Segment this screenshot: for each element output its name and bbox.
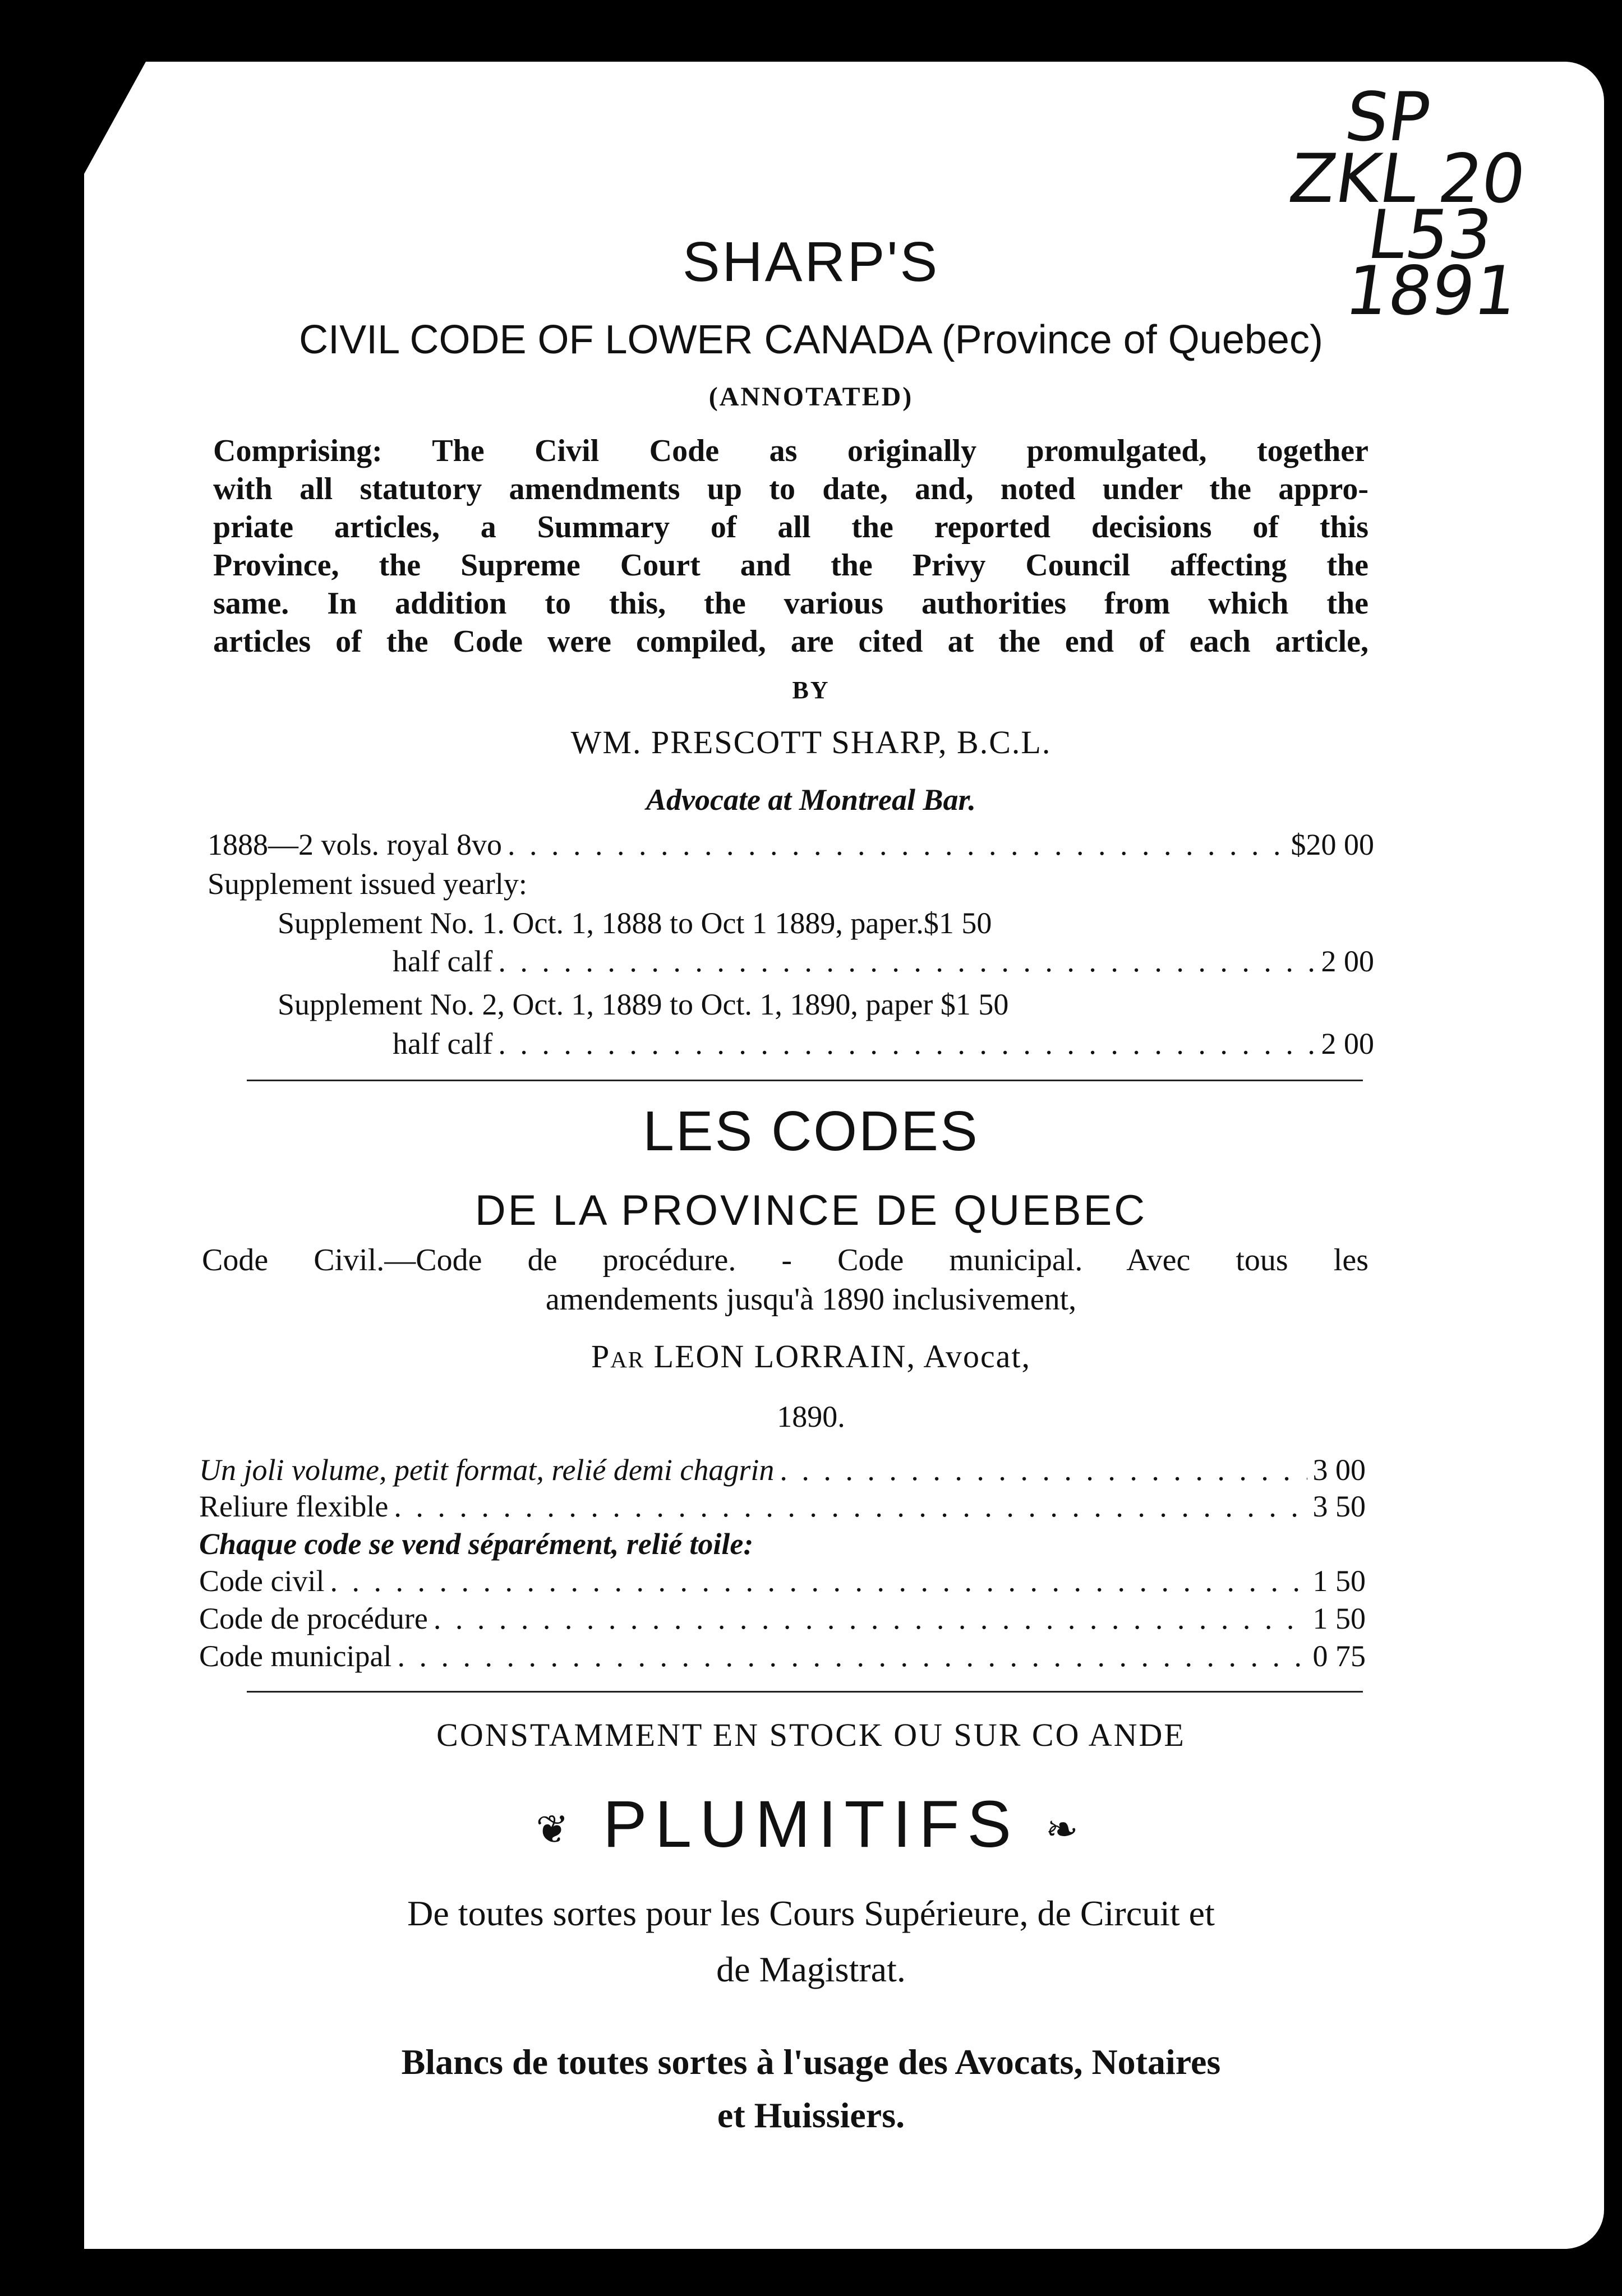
price-value: 0 75 xyxy=(1312,1639,1366,1673)
sharp-subtitle-paren: (Province of Quebec) xyxy=(941,317,1323,362)
price-label: half calf xyxy=(393,944,493,978)
supplement-2: Supplement No. 2, Oct. 1, 1889 to Oct. 1, 1890, paper $1 50 xyxy=(278,988,1009,1021)
sharp-author: WM. PRESCOTT SHARP, B.C.L. xyxy=(570,724,1052,760)
price-row-supp1-calf xyxy=(393,944,1374,979)
handwritten-note-3: L53 xyxy=(1363,196,1497,274)
stock-notice: CONSTAMMENT EN STOCK OU SUR CO ANDE xyxy=(436,1717,1186,1753)
leader-dots xyxy=(394,1489,1307,1524)
supplement-heading: Supplement issued yearly: xyxy=(208,867,527,901)
handwritten-note-2: ZKL 20 xyxy=(1284,140,1531,218)
price-value: 2 00 xyxy=(1321,1027,1374,1061)
leader-dots xyxy=(397,1639,1307,1673)
leader-dots xyxy=(498,1026,1315,1061)
handwritten-note-1: SP xyxy=(1340,79,1435,156)
author-par: Par xyxy=(591,1338,645,1375)
price-row-reliure xyxy=(199,1489,1366,1524)
plumitifs-title: PLUMITIFS xyxy=(602,1787,1020,1861)
price-row-volume xyxy=(199,1453,1366,1487)
sharp-subtitle xyxy=(0,317,1622,363)
price-value: 3 50 xyxy=(1312,1490,1366,1523)
sharp-author-title: Advocate at Montreal Bar. xyxy=(646,783,976,817)
leader-dots xyxy=(498,944,1315,979)
price-label: half calf xyxy=(393,1027,493,1061)
price-label: Code de procédure xyxy=(199,1602,428,1635)
description-line: Province, the Supreme Court and the Privy Council affecting the xyxy=(213,548,1368,583)
ornament-left-icon: ❦ xyxy=(536,1807,577,1851)
price-row-code-municipal xyxy=(199,1639,1366,1673)
description-line: with all statutory amendments up to date, and, noted under the appro- xyxy=(213,472,1368,506)
blancs-line1: Blancs de toutes sortes à l'usage des Avocats, Notaires xyxy=(401,2042,1221,2082)
leader-dots xyxy=(434,1601,1307,1636)
torn-corner xyxy=(84,62,146,174)
handwritten-note-4: 1891 xyxy=(1340,252,1523,330)
description-line: same. In addition to this, the various authorities from which the xyxy=(213,586,1368,621)
codes-subtitle: DE LA PROVINCE DE QUEBEC xyxy=(474,1187,1148,1234)
supplement-1: Supplement No. 1. Oct. 1, 1888 to Oct 1 1889, paper.$1 50 xyxy=(278,906,992,940)
price-value: 1 50 xyxy=(1312,1602,1366,1635)
price-label: Reliure flexible xyxy=(199,1490,389,1523)
plumitifs-heading xyxy=(0,1786,1622,1862)
sharp-title: SHARP'S xyxy=(682,230,940,293)
plumitifs-desc-line1: De toutes sortes pour les Cours Supérieure, de Circuit et xyxy=(407,1893,1215,1933)
price-row-code-civil xyxy=(199,1564,1366,1598)
ornament-right-icon: ❧ xyxy=(1045,1807,1086,1851)
sharp-annotated: (ANNOTATED) xyxy=(708,382,914,412)
price-row-supp2-calf xyxy=(393,1026,1374,1061)
by-line: BY xyxy=(792,676,830,704)
description-line: priate articles, a Summary of all the reported decisions of this xyxy=(213,510,1368,545)
sharp-description xyxy=(213,432,1368,661)
price-value: 1 50 xyxy=(1312,1564,1366,1598)
leader-dots xyxy=(330,1564,1307,1598)
codes-desc-line2: amendements jusqu'à 1890 inclusivement, xyxy=(545,1282,1077,1317)
price-label: 1888—2 vols. royal 8vo xyxy=(208,828,502,861)
description-line: Comprising: The Civil Code as originally promulgated, together xyxy=(213,434,1368,468)
price-label: Un joli volume, petit format, relié demi chagrin xyxy=(199,1453,775,1487)
price-row-code-procedure xyxy=(199,1601,1366,1636)
price-value: $20 00 xyxy=(1291,828,1374,861)
price-value: 3 00 xyxy=(1312,1453,1366,1487)
author-name: LEON LORRAIN, Avocat, xyxy=(653,1338,1031,1375)
blancs-line2: et Huissiers. xyxy=(717,2095,905,2135)
codes-year: 1890. xyxy=(777,1400,845,1433)
price-row-main xyxy=(208,827,1374,862)
codes-title: LES CODES xyxy=(643,1100,979,1163)
divider xyxy=(247,1691,1363,1693)
codes-note: Chaque code se vend séparément, relié toile: xyxy=(199,1527,754,1561)
leader-dots xyxy=(780,1453,1307,1487)
price-label: Code municipal xyxy=(199,1639,392,1673)
codes-author xyxy=(0,1338,1622,1375)
price-value: 2 00 xyxy=(1321,944,1374,978)
plumitifs-desc-line2: de Magistrat. xyxy=(716,1949,906,1989)
sharp-subtitle-main: CIVIL CODE OF LOWER CANADA xyxy=(299,317,930,362)
description-line: articles of the Code were compiled, are cited at the end of each article, xyxy=(213,624,1368,659)
price-label: Code civil xyxy=(199,1564,325,1598)
codes-desc-line1: Code Civil.—Code de procédure. - Code municipal. Avec tous les xyxy=(202,1243,1368,1278)
leader-dots xyxy=(508,827,1285,862)
divider xyxy=(247,1080,1363,1081)
